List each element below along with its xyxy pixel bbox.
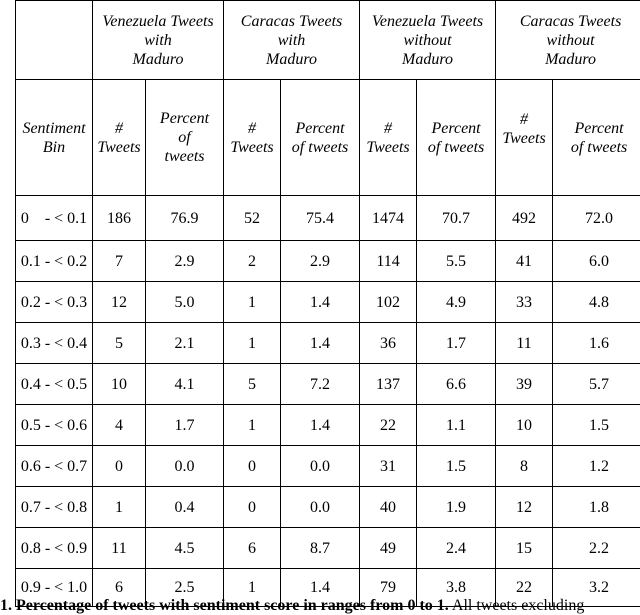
group-header-caracas-with — [224, 1, 360, 80]
tweet-count-cell: 10 — [496, 405, 553, 446]
percent-cell: 0.0 — [146, 446, 224, 487]
corner-cell — [16, 1, 93, 80]
group-header-line: with — [144, 31, 172, 49]
header-line: Tweets — [502, 129, 546, 147]
tweet-count-cell: 5 — [93, 323, 146, 364]
tweet-count-cell: 4 — [93, 405, 146, 446]
tweet-count-cell: 0 — [224, 446, 281, 487]
tweet-count-cell: 0 — [224, 487, 281, 528]
tweet-count-cell: 12 — [496, 487, 553, 528]
tweet-count-cell: 1 — [224, 323, 281, 364]
percent-cell: 4.8 — [553, 282, 640, 323]
g4-count-header — [496, 80, 553, 196]
percent-cell: 1.5 — [553, 405, 640, 446]
group-header-line: Maduro — [402, 50, 454, 68]
header-line: tweets — [164, 148, 205, 165]
sub-header-row — [16, 80, 640, 196]
header-line: Tweets — [366, 138, 410, 156]
percent-cell: 1.7 — [146, 405, 224, 446]
percent-cell: 72.0 — [553, 196, 640, 241]
tweet-count-cell: 40 — [360, 487, 417, 528]
header-line: Tweets — [230, 138, 274, 156]
tweet-count-cell: 102 — [360, 282, 417, 323]
sentiment-bin-cell: 0.4 - < 0.5 — [16, 364, 93, 405]
percent-cell: 1.5 — [417, 446, 496, 487]
tweet-count-cell: 15 — [496, 528, 553, 569]
percent-cell: 1.4 — [281, 405, 360, 446]
percent-cell: 1.4 — [281, 569, 360, 607]
group-header-venezuela-with — [93, 1, 224, 80]
g2-percent-header — [281, 80, 360, 196]
tweet-count-cell: 31 — [360, 446, 417, 487]
percent-cell: 1.4 — [281, 323, 360, 364]
g1-percent-header — [146, 80, 224, 196]
percent-cell: 7.2 — [281, 364, 360, 405]
header-line: Percent — [431, 119, 481, 137]
tweet-count-cell: 22 — [360, 405, 417, 446]
percent-cell: 5.7 — [553, 364, 640, 405]
group-header-line: without — [546, 31, 595, 49]
table-row — [16, 528, 640, 569]
tweet-count-cell: 41 — [496, 241, 553, 282]
tweet-count-cell: 2 — [224, 241, 281, 282]
table-row — [16, 364, 640, 405]
table-row — [16, 196, 640, 241]
percent-cell: 1.6 — [553, 323, 640, 364]
percent-cell: 1.1 — [417, 405, 496, 446]
tweet-count-cell: 5 — [224, 364, 281, 405]
header-line: Tweets — [97, 138, 141, 156]
header-line: Percent — [295, 119, 345, 137]
sentiment-bin-cell: 0.7 - < 0.8 — [16, 487, 93, 528]
percent-cell: 0.0 — [281, 446, 360, 487]
table-row — [16, 487, 640, 528]
table-row — [16, 405, 640, 446]
percent-cell: 3.8 — [417, 569, 496, 607]
sentiment-table — [15, 0, 640, 607]
g3-percent-header — [417, 80, 496, 196]
header-line: of tweets — [291, 138, 349, 156]
tweet-count-cell: 22 — [496, 569, 553, 607]
percent-cell: 6.6 — [417, 364, 496, 405]
percent-cell: 1.7 — [417, 323, 496, 364]
percent-cell: 1.8 — [553, 487, 640, 528]
group-header-line: Maduro — [266, 50, 317, 68]
header-line: # — [520, 110, 529, 128]
group-header-line: with — [277, 31, 306, 49]
group-header-line: Maduro — [545, 50, 597, 68]
header-line: Percent — [574, 119, 624, 137]
g1-count-header — [93, 80, 146, 196]
tweet-count-cell: 8 — [496, 446, 553, 487]
sentiment-bin-cell: 0.9 - < 1.0 — [16, 569, 93, 607]
header-line: of tweets — [570, 138, 628, 156]
tweet-count-cell: 6 — [93, 569, 146, 607]
group-header-caracas-without — [496, 1, 640, 80]
percent-cell: 76.9 — [146, 196, 224, 241]
caption-text: All tweets excluding — [448, 597, 585, 614]
tweet-count-cell: 52 — [224, 196, 281, 241]
percent-cell: 4.5 — [146, 528, 224, 569]
tweet-count-cell: 6 — [224, 528, 281, 569]
header-line: Sentiment — [22, 119, 86, 137]
table-row — [16, 446, 640, 487]
header-line: # — [384, 119, 393, 137]
header-line: # — [115, 119, 123, 137]
sentiment-bin-cell: 0.1 - < 0.2 — [16, 241, 93, 282]
table-row — [16, 282, 640, 323]
tweet-count-cell: 39 — [496, 364, 553, 405]
table-row — [16, 323, 640, 364]
tweet-count-cell: 7 — [93, 241, 146, 282]
percent-cell: 8.7 — [281, 528, 360, 569]
table-row — [16, 241, 640, 282]
percent-cell: 2.9 — [281, 241, 360, 282]
percent-cell: 2.5 — [146, 569, 224, 607]
header-line: of — [178, 129, 191, 146]
tweet-count-cell: 137 — [360, 364, 417, 405]
percent-cell: 4.1 — [146, 364, 224, 405]
percent-cell: 3.2 — [553, 569, 640, 607]
tweet-count-cell: 79 — [360, 569, 417, 607]
group-header-line: Caracas Tweets — [519, 12, 622, 30]
sentiment-bin-cell: 0.8 - < 0.9 — [16, 528, 93, 569]
percent-cell: 1.9 — [417, 487, 496, 528]
tweet-count-cell: 1 — [224, 405, 281, 446]
group-header-line: Venezuela Tweets — [102, 12, 214, 30]
header-line: # — [248, 119, 257, 137]
header-line: Bin — [42, 138, 66, 156]
percent-cell: 4.9 — [417, 282, 496, 323]
header-line: Percent — [159, 110, 210, 127]
g4-percent-header — [553, 80, 640, 196]
tweet-count-cell: 1 — [224, 282, 281, 323]
tweet-count-cell: 186 — [93, 196, 146, 241]
header-line: of tweets — [427, 138, 485, 156]
group-header-venezuela-without — [360, 1, 496, 80]
sentiment-bin-header — [16, 80, 93, 196]
percent-cell: 2.2 — [553, 528, 640, 569]
percent-cell: 0.0 — [281, 487, 360, 528]
tweet-count-cell: 11 — [496, 323, 553, 364]
percent-cell: 2.4 — [417, 528, 496, 569]
tweet-count-cell: 10 — [93, 364, 146, 405]
sentiment-bin-cell: 0.2 - < 0.3 — [16, 282, 93, 323]
percent-cell: 2.1 — [146, 323, 224, 364]
percent-cell: 1.2 — [553, 446, 640, 487]
group-header-line: Maduro — [132, 50, 184, 68]
table-caption — [0, 597, 584, 615]
percent-cell: 5.0 — [146, 282, 224, 323]
percent-cell: 75.4 — [281, 196, 360, 241]
tweet-count-cell: 1 — [93, 487, 146, 528]
percent-cell: 5.5 — [417, 241, 496, 282]
group-header-line: without — [403, 31, 452, 49]
percent-cell: 2.9 — [146, 241, 224, 282]
sentiment-bin-cell: 0.5 - < 0.6 — [16, 405, 93, 446]
group-header-line: Venezuela Tweets — [371, 12, 484, 30]
tweet-count-cell: 33 — [496, 282, 553, 323]
tweet-count-cell: 49 — [360, 528, 417, 569]
tweet-count-cell: 11 — [93, 528, 146, 569]
group-header-row — [16, 1, 640, 80]
sentiment-bin-cell: 0.6 - < 0.7 — [16, 446, 93, 487]
g2-count-header — [224, 80, 281, 196]
tweet-count-cell: 114 — [360, 241, 417, 282]
percent-cell: 1.4 — [281, 282, 360, 323]
group-header-line: Caracas Tweets — [240, 12, 343, 30]
tweet-count-cell: 1474 — [360, 196, 417, 241]
g3-count-header — [360, 80, 417, 196]
sentiment-bin-cell: 0 - < 0.1 — [16, 196, 93, 241]
percent-cell: 70.7 — [417, 196, 496, 241]
percent-cell: 6.0 — [553, 241, 640, 282]
caption-bold: 1. Percentage of tweets with sentiment score in ranges from 0 to 1. — [0, 597, 449, 614]
tweet-count-cell: 492 — [496, 196, 553, 241]
percent-cell: 0.4 — [146, 487, 224, 528]
tweet-count-cell: 36 — [360, 323, 417, 364]
tweet-count-cell: 12 — [93, 282, 146, 323]
tweet-count-cell: 0 — [93, 446, 146, 487]
sentiment-bin-cell: 0.3 - < 0.4 — [16, 323, 93, 364]
tweet-count-cell: 1 — [224, 569, 281, 607]
